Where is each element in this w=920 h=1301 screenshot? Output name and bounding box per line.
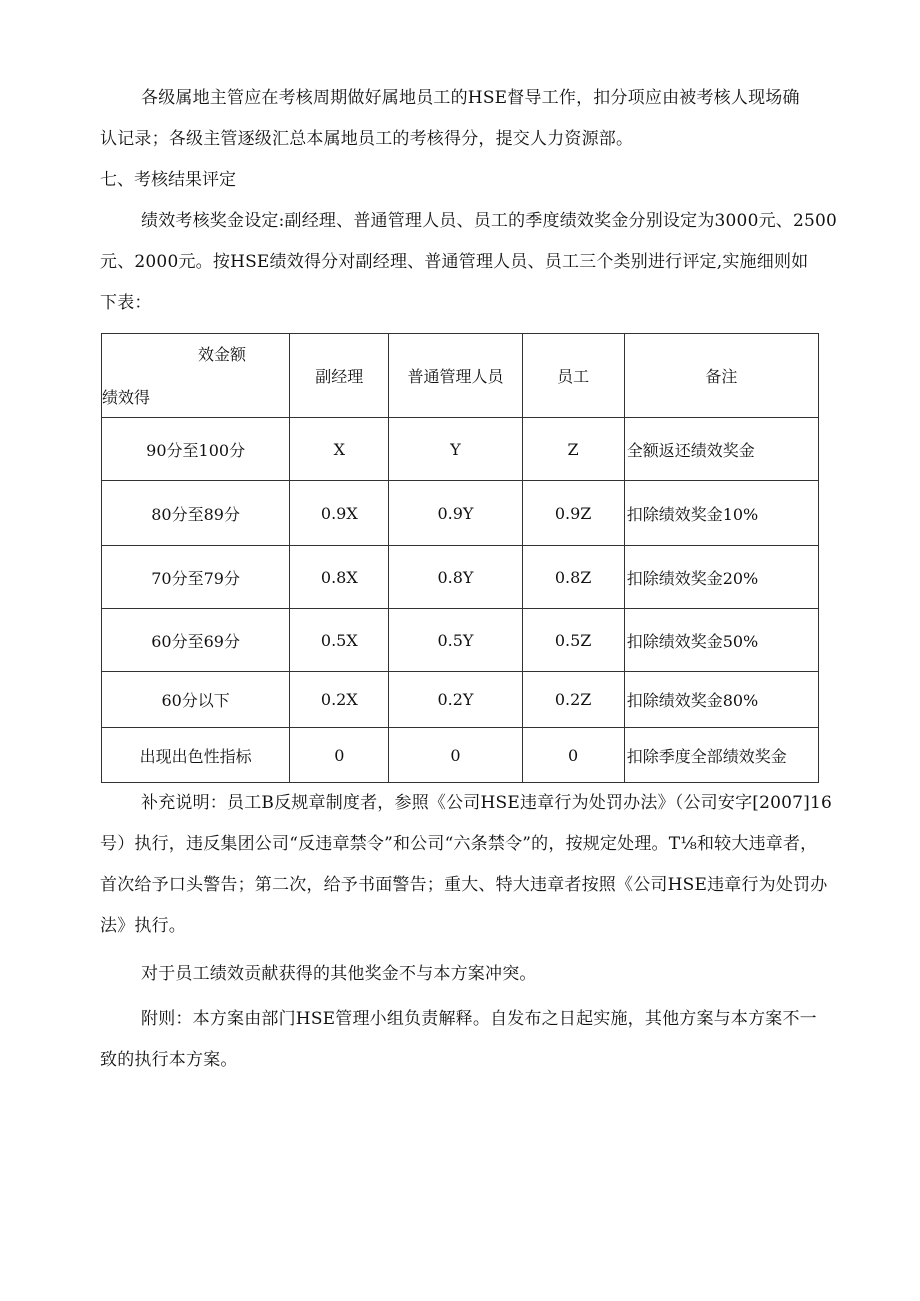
management-staff-cell: 0 bbox=[389, 728, 522, 783]
remarks-cell: 扣除绩效奖金80% bbox=[624, 672, 818, 728]
management-staff-cell: 0.2Y bbox=[389, 672, 522, 728]
employee-cell: Z bbox=[522, 418, 624, 481]
score-range-cell: 80分至89分 bbox=[102, 481, 290, 546]
table-row bbox=[102, 418, 819, 481]
score-range-cell: 出现出色性指标 bbox=[102, 728, 290, 783]
supplement-line-3: 首次给予口头警告；第二次，给予书面警告；重大、特大违章者按照《公司HSE违章行为处罚办 bbox=[100, 875, 828, 895]
table-header-row bbox=[102, 334, 819, 418]
corner-header-bottom: 绩效得 bbox=[102, 388, 151, 407]
bonus-table bbox=[101, 333, 819, 783]
header-remarks: 备注 bbox=[624, 334, 818, 418]
table-row bbox=[102, 609, 819, 672]
management-staff-cell: 0.8Y bbox=[389, 546, 522, 609]
management-staff-cell: 0.9Y bbox=[389, 481, 522, 546]
table-row bbox=[102, 481, 819, 546]
table-row bbox=[102, 546, 819, 609]
supplement-line-1: 补充说明：员工B反规章制度者，参照《公司HSE违章行为处罚办法》（公司安字[2007]16 bbox=[141, 793, 833, 813]
employee-cell: 0.9Z bbox=[522, 481, 624, 546]
deputy-manager-cell: 0.2X bbox=[290, 672, 389, 728]
remarks-cell: 全额返还绩效奖金 bbox=[624, 418, 818, 481]
bonus-line-2: 元、2000元。按HSE绩效得分对副经理、普通管理人员、员工三个类别进行评定,实施细则如 bbox=[100, 252, 809, 272]
bonus-line-1: 绩效考核奖金设定:副经理、普通管理人员、员工的季度绩效奖金分别设定为3000元、2500 bbox=[141, 211, 838, 231]
deputy-manager-cell: 0.8X bbox=[290, 546, 389, 609]
supplement-line-2: 号）执行，违反集团公司“反违章禁令”和公司“六条禁令”的，按规定处理。T⅛和较大违章者， bbox=[100, 834, 818, 854]
deputy-manager-cell: 0.9X bbox=[290, 481, 389, 546]
score-range-cell: 90分至100分 bbox=[102, 418, 290, 481]
remarks-cell: 扣除绩效奖金20% bbox=[624, 546, 818, 609]
employee-cell: 0.5Z bbox=[522, 609, 624, 672]
employee-cell: 0.2Z bbox=[522, 672, 624, 728]
remarks-cell: 扣除绩效奖金10% bbox=[624, 481, 818, 546]
management-staff-cell: Y bbox=[389, 418, 522, 481]
appendix-line-2: 致的执行本方案。 bbox=[100, 1050, 238, 1070]
other-bonus-paragraph: 对于员工绩效贡献获得的其他奖金不与本方案冲突。 bbox=[141, 964, 537, 984]
intro-line-1: 各级属地主管应在考核周期做好属地员工的HSE督导工作，扣分项应由被考核人现场确 bbox=[141, 88, 800, 108]
header-deputy-manager: 副经理 bbox=[290, 334, 389, 418]
remarks-cell: 扣除绩效奖金50% bbox=[624, 609, 818, 672]
deputy-manager-cell: 0.5X bbox=[290, 609, 389, 672]
remarks-cell: 扣除季度全部绩效奖金 bbox=[624, 728, 818, 783]
deputy-manager-cell: X bbox=[290, 418, 389, 481]
header-management-staff: 普通管理人员 bbox=[389, 334, 522, 418]
corner-header-top: 效金额 bbox=[198, 345, 247, 364]
supplement-line-4: 法》执行。 bbox=[100, 916, 186, 936]
appendix-line-1: 附则：本方案由部门HSE管理小组负责解释。自发布之日起实施，其他方案与本方案不一 bbox=[141, 1009, 817, 1029]
header-employee: 员工 bbox=[522, 334, 624, 418]
score-range-cell: 60分以下 bbox=[102, 672, 290, 728]
table-row bbox=[102, 728, 819, 783]
table-row bbox=[102, 672, 819, 728]
score-range-cell: 70分至79分 bbox=[102, 546, 290, 609]
corner-header-cell bbox=[102, 334, 290, 418]
section-heading: 七、考核结果评定 bbox=[100, 170, 236, 190]
score-range-cell: 60分至69分 bbox=[102, 609, 290, 672]
intro-line-2: 认记录；各级主管逐级汇总本属地员工的考核得分，提交人力资源部。 bbox=[100, 129, 634, 149]
deputy-manager-cell: 0 bbox=[290, 728, 389, 783]
employee-cell: 0.8Z bbox=[522, 546, 624, 609]
employee-cell: 0 bbox=[522, 728, 624, 783]
management-staff-cell: 0.5Y bbox=[389, 609, 522, 672]
bonus-line-3: 下表： bbox=[100, 293, 152, 313]
